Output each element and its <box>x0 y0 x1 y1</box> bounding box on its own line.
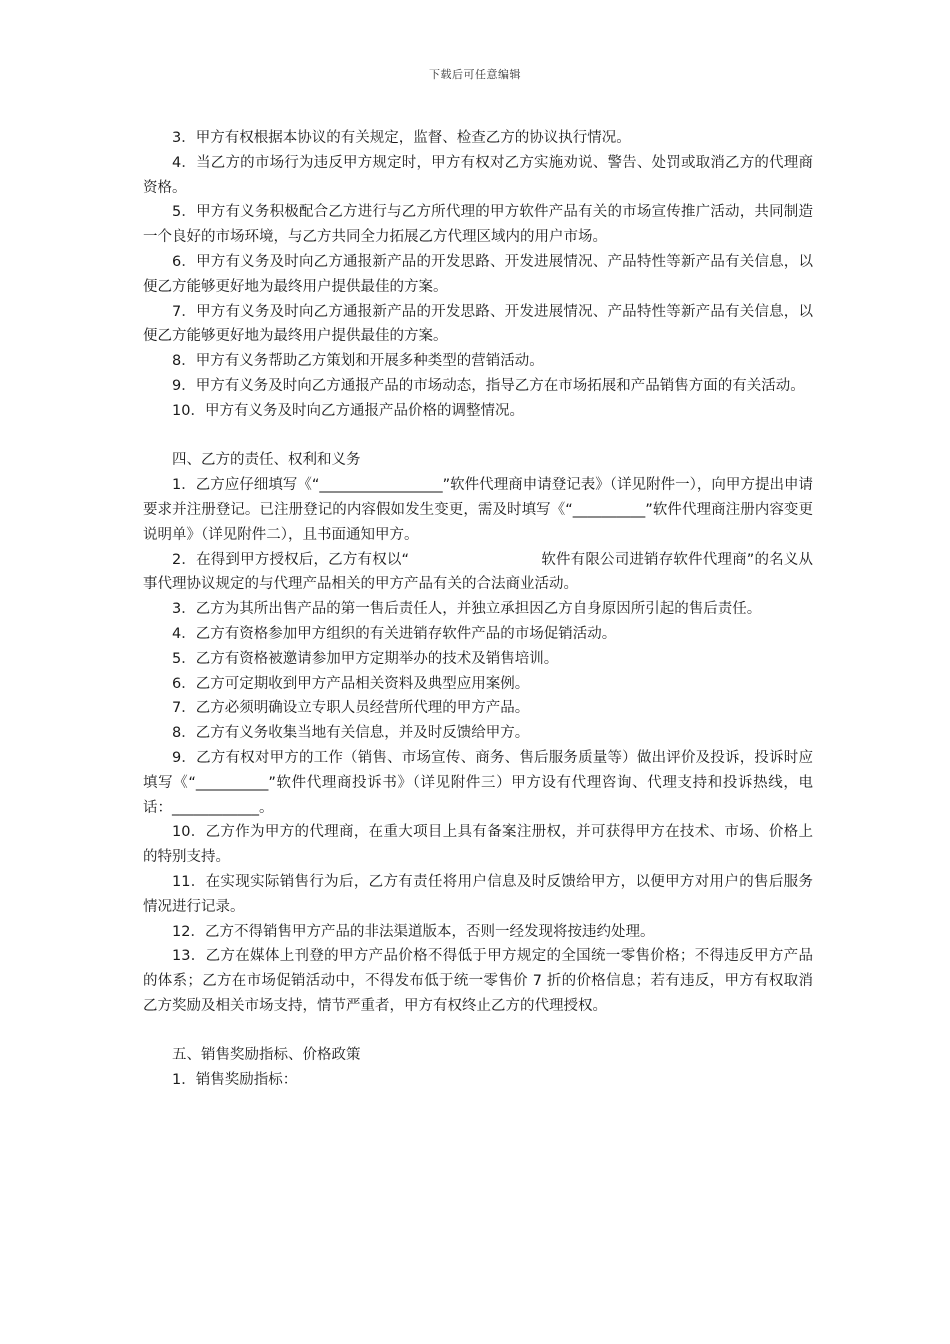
clause-paragraph: 1．销售奖励指标： <box>172 1072 298 1089</box>
section-heading: 四、乙方的责任、权利和义务 <box>172 452 361 469</box>
section-gap <box>143 424 813 449</box>
clause-paragraph: 10．甲方有义务及时向乙方通报产品价格的调整情况。 <box>172 402 524 419</box>
clause-paragraph: 12．乙方不得销售甲方产品的非法渠道版本，否则一经发现将按违约处理。 <box>172 923 655 940</box>
clause-paragraph: 8．乙方有义务收集当地有关信息，并及时反馈给甲方。 <box>172 725 530 742</box>
clause-paragraph: 1．乙方应仔细填写《“_________________”软件代理商申请登记表》（详见附件一），向甲方提出申请要求并注册登记。已注册登记的内容假如发生变更，需及时填写《“__________”软件代理商注册内容变更说明单》（详见附件二），且书面通知甲方。 <box>143 477 813 543</box>
clause-paragraph: 6．乙方可定期收到甲方产品相关资料及典型应用案例。 <box>172 675 530 692</box>
clause-paragraph: 3．甲方有权根据本协议的有关规定，监督、检查乙方的协议执行情况。 <box>172 130 631 146</box>
page-header: 下载后可任意编辑 <box>429 68 521 81</box>
clause-paragraph: 4．乙方有资格参加甲方组织的有关进销存软件产品的市场促销活动。 <box>172 625 617 642</box>
clause-paragraph: 6．甲方有义务及时向乙方通报新产品的开发思路、开发进展情况、产品特性等新产品有关信息，以便乙方能够更好地为最终用户提供最佳的方案。 <box>143 253 813 295</box>
clause-paragraph: 9．甲方有义务及时向乙方通报产品的市场动态，指导乙方在市场拓展和产品销售方面的有关活动。 <box>172 377 805 394</box>
clause-paragraph: 5．甲方有义务积极配合乙方进行与乙方所代理的甲方软件产品有关的市场宣传推广活动，共同制造一个良好的市场环境，与乙方共同全力拓展乙方代理区域内的用户市场。 <box>143 204 813 246</box>
clause-paragraph: 7．甲方有义务及时向乙方通报新产品的开发思路、开发进展情况、产品特性等新产品有关信息，以便乙方能够更好地为最终用户提供最佳的方案。 <box>143 303 813 345</box>
section-gap <box>143 1019 813 1044</box>
clause-paragraph: 7．乙方必须明确设立专职人员经营所代理的甲方产品。 <box>172 700 530 717</box>
clause-paragraph: 4．当乙方的市场行为违反甲方规定时，甲方有权对乙方实施劝说、警告、处罚或取消乙方的代理商资格。 <box>143 154 813 196</box>
clause-paragraph: 5．乙方有资格被邀请参加甲方定期举办的技术及销售培训。 <box>172 650 559 667</box>
clause-paragraph: 9．乙方有权对甲方的工作（销售、市场宣传、商务、售后服务质量等）做出评价及投诉，投诉时应填写《“__________”软件代理商投诉书》（详见附件三）甲方设有代理咨询、代理支持和投诉热线，电话：____________。 <box>143 749 813 816</box>
clause-paragraph: 10．乙方作为甲方的代理商，在重大项目上具有备案注册权，并可获得甲方在技术、市场、价格上的特别支持。 <box>143 824 813 866</box>
clause-paragraph: 13．乙方在媒体上刊登的甲方产品价格不得低于甲方规定的全国统一零售价格；不得违反甲方产品的体系；乙方在市场促销活动中，不得发布低于统一零售价 7 折的价格信息；若有违反，甲方有权取消乙方奖励及相关市场支持，情节严重者，甲方有权终止乙方的代理授权。 <box>143 948 813 1014</box>
clause-paragraph: 11．在实现实际销售行为后，乙方有责任将用户信息及时反馈给甲方，以便甲方对用户的售后服务情况进行记录。 <box>143 873 813 915</box>
section-heading: 五、销售奖励指标、价格政策 <box>172 1047 361 1064</box>
document-body <box>143 126 813 1093</box>
clause-paragraph: 8．甲方有义务帮助乙方策划和开展多种类型的营销活动。 <box>172 353 544 370</box>
clause-paragraph: 3．乙方为其所出售产品的第一售后责任人，并独立承担因乙方自身原因所引起的售后责任。 <box>172 601 762 618</box>
clause-paragraph: 2．在得到甲方授权后，乙方有权以“ 软件有限公司进销存软件代理商”的名义从事代理协议规定的与代理产品相关的甲方产品有关的合法商业活动。 <box>143 551 813 593</box>
